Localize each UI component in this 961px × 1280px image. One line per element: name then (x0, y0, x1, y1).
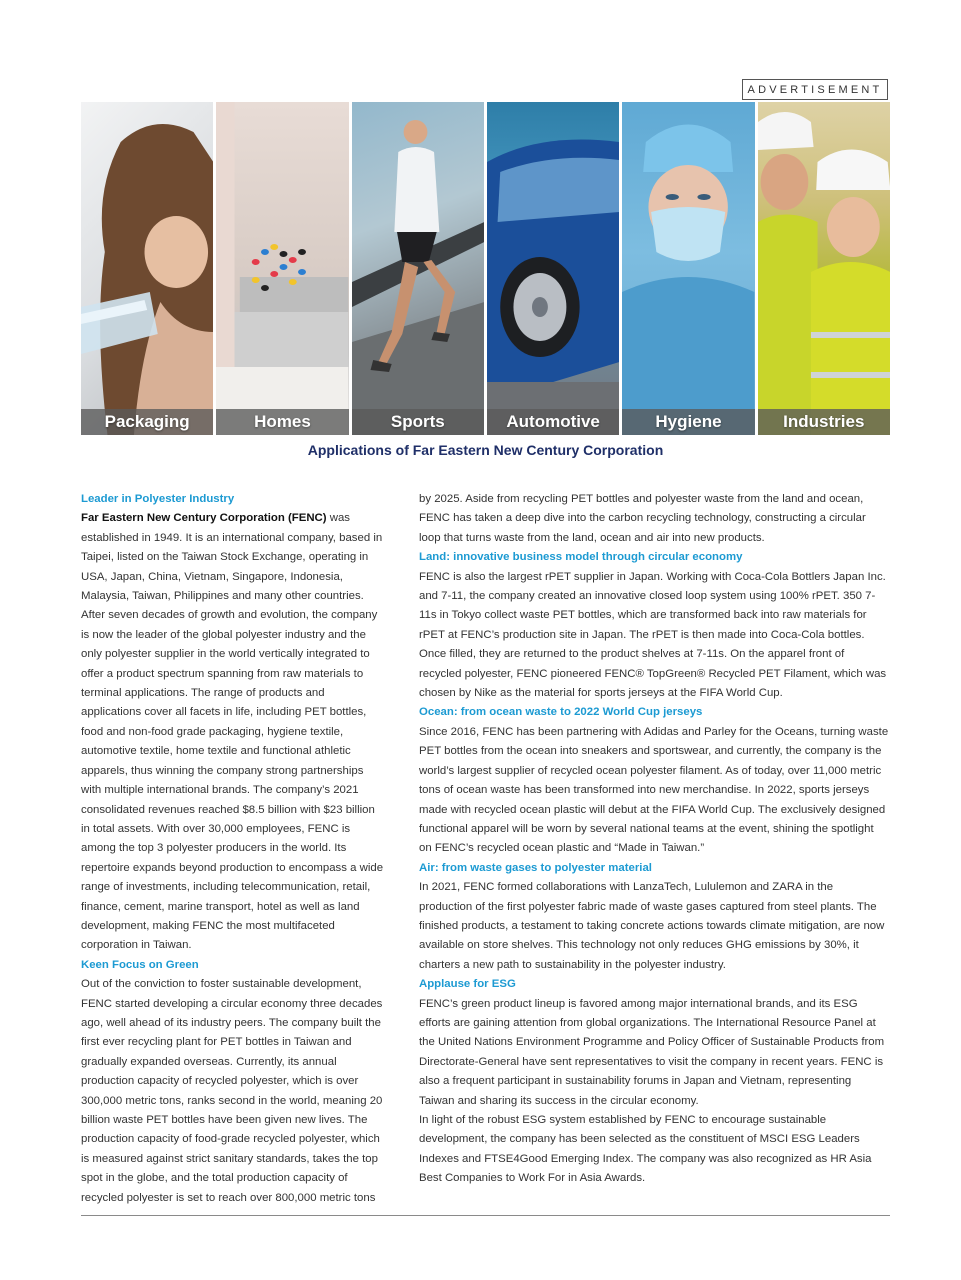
packaging-photo (81, 102, 213, 435)
panel-label: Hygiene (655, 412, 722, 431)
section-heading: Applause for ESG (419, 978, 516, 991)
banner-caption: Applications of Far Eastern New Century Corporation (307, 442, 664, 458)
body-paragraph: In 2021, FENC formed collaborations with LanzaTech, Lululemon and ZARA in the production of the first polyester fabric made of waste gases captured from steel plants. The finished products, a testament to taking concrete actions towards climate mitigation, are now available on store shelves. This technology not only reduces GHG emissions by 30%, it charters a new path to sustainability in the polyester industry. (419, 881, 885, 971)
advertisement-label: ADVERTISEMENT (742, 79, 888, 100)
body-paragraph: FENC’s green product lineup is favored among major international brands, and its ESG efforts are gaining attention from global organizations. The International Resource Panel at the United Nations Environment Programme and Policy Officer of Sustainable Products from Directorate-General have sent representatives to visit the company in recent years. FENC is also a frequent participant in sustainability forums in Japan and Vietnam, representing Taiwan and sharing its success in the circular economy. (419, 997, 885, 1107)
sports-photo (352, 102, 484, 435)
automotive-photo (487, 102, 619, 435)
panel-label: Industries (783, 412, 865, 431)
panel-packaging (81, 102, 213, 435)
paragraph-text: was established in 1949. It is an international company, based in Taipei, listed on the Taiwan Stock Exchange, operating in USA, Japan, China, Vietnam, Singapore, Indonesia, Malaysia, Taiwan, Philippines and many other countries. After seven decades of growth and evolution, the company is now the leader of the global polyester industry and the only polyester supplier in the world vertically integrated to offer a product spectrum spanning from raw materials to terminal applications. The range of products and applications cover all facets in life, including PET bottles, food and non-food grade packaging, hygiene textile, automotive textile, home textile and functional athletic apparels, thus winning the company strong partnerships with multiple international brands. The company’s 2021 consolidated revenues reached $8.5 billion with $23 billion in total assets. With over 30,000 employees, FENC is among the top 3 polyester producers in the world. Its repertoire expands beyond production to encompass a wide range of investments, including telecommunication, retail, finance, cement, marine transport, hotel as well as land development, making FENC the most multifaceted corporation in Taiwan. (81, 512, 384, 952)
company-name: Far Eastern New Century Corporation (FENC) (81, 512, 327, 525)
panel-automotive (487, 102, 619, 435)
panel-hygiene (622, 102, 754, 435)
panel-sports (352, 102, 484, 435)
panel-industries (758, 102, 890, 435)
body-paragraph: FENC is also the largest rPET supplier in Japan. Working with Coca-Cola Bottlers Japan Inc. and 7-11, the company created an innovative closed loop system using 100% rPET. 350 7-11s in Tokyo collect waste PET bottles, which are transformed back into raw materials for rPET at FENC’s production site in Japan. The rPET is then made into Coca-Cola bottles. Once filled, they are returned to the product shelves at 7-11s. On the apparel front of recycled polyester, FENC pioneered FENC® TopGreen® Recycled PET Filament, which was chosen by Nike as the material for sports jerseys at the FIFA World Cup. (419, 570, 887, 700)
industries-photo (758, 102, 890, 435)
section-heading: Ocean: from ocean waste to 2022 World Cup jerseys (419, 706, 703, 719)
section-heading: Air: from waste gases to polyester material (419, 861, 652, 874)
panel-label: Packaging (104, 412, 190, 431)
body-paragraph: by 2025. Aside from recycling PET bottles and polyester waste from the land and ocean, FENC has taken a deep dive into the carbon recycling technology, constructing a circular loop that turns waste from the land, ocean and air into new products. (419, 493, 866, 544)
body-paragraph: Out of the conviction to foster sustainable development, FENC started developing a circular economy three decades ago, well ahead of its industry peers. The company built the first ever recycling plant for PET bottles in Taiwan and gradually expanded overseas. Currently, its annual production capacity of recycled polyester, which is over 300,000 metric tons, ranks second in the world, meaning 20 billion waste PET bottles have been given new lives. The production capacity of food-grade recycled polyester, which is measured against strict sanitary standards, takes the top spot in the globe, and the total production capacity of recycled polyester is set to reach over 800,000 metric tons (81, 978, 383, 1204)
panel-label: Sports (390, 412, 445, 431)
section-heading: Land: innovative business model through circular economy (419, 551, 743, 564)
footer-divider (81, 1215, 890, 1216)
panel-label: Automotive (506, 412, 600, 431)
left-column (81, 490, 385, 1208)
panel-label: Homes (254, 412, 311, 431)
body-paragraph: Since 2016, FENC has been partnering with Adidas and Parley for the Oceans, turning waste PET bottles from the ocean into sneakers and sportswear, and currently, the company is the world’s largest supplier of recycled ocean polyester filament. As of today, over 11,000 metric tons of ocean waste has been transformed into new merchandise. In 2022, sports jerseys made with recycled ocean plastic will debut at the FIFA World Cup. The exclusively designed functional apparel will be worn by several national teams at the event, shining the spotlight on FENC’s recycled ocean plastic and “Made in Taiwan.” (419, 725, 889, 855)
body-paragraph: In light of the robust ESG system established by FENC to encourage sustainable development, the company has been selected as the constituent of MSCI ESG Leaders Indexes and FTSE4Good Emerging Index. The company was also recognized as HR Asia Best Companies to Work For in Asia Awards. (419, 1114, 872, 1185)
panel-homes (216, 102, 348, 435)
body-paragraph (81, 509, 385, 955)
section-heading: Leader in Polyester Industry (81, 493, 235, 505)
homes-photo (216, 102, 348, 435)
hygiene-photo (622, 102, 754, 435)
section-heading: Keen Focus on Green (81, 958, 199, 971)
right-column (419, 490, 889, 1189)
applications-banner (81, 102, 890, 435)
